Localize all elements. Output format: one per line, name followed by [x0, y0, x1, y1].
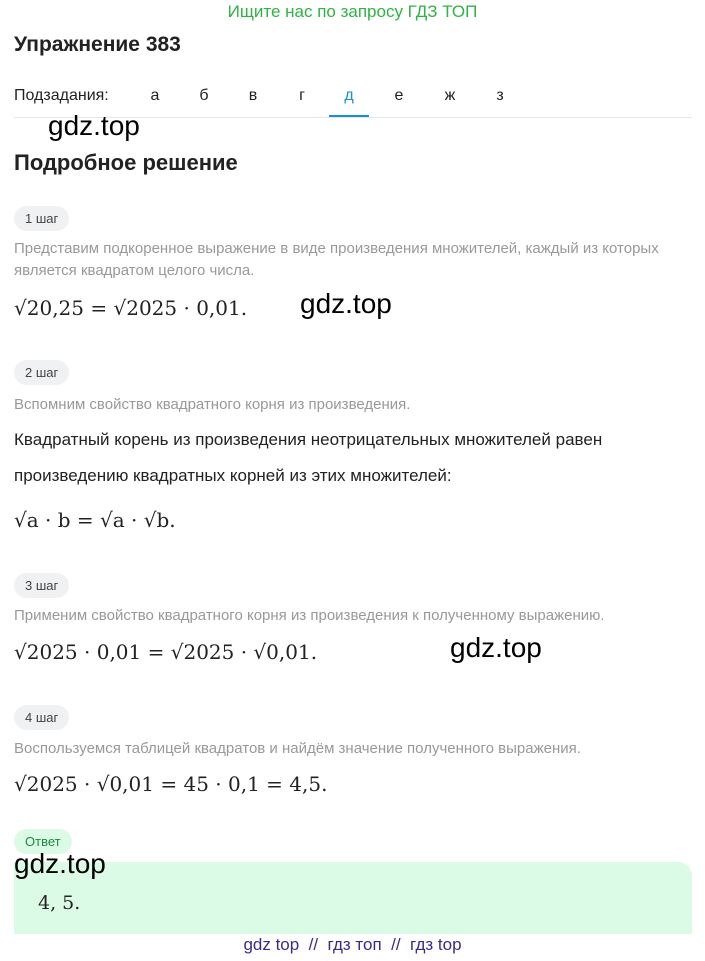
step-bold-text: Квадратный корень из произведения неотрицательных множителей равен произведению квадратных корней из этих множителей:	[14, 430, 603, 485]
step-text: Вспомним свойство квадратного корня из произведения.	[14, 396, 411, 413]
answer-value: 4, 5.	[38, 892, 81, 914]
step-formula: √2025 · √0,01 = 45 · 0,1 = 4,5.	[14, 772, 328, 796]
step-formula: √20,25 = √2025 · 0,01.	[14, 296, 248, 320]
tab-a[interactable]: а	[150, 87, 160, 104]
watermark: gdz.top	[48, 110, 140, 141]
watermark: gdz.top	[14, 848, 106, 879]
step-formula: √2025 · 0,01 = √2025 · √0,01.	[14, 640, 318, 664]
step-badge: 2 шаг	[14, 360, 69, 385]
subtasks-label: Подзадания:	[14, 87, 109, 104]
watermark: gdz.top	[300, 288, 392, 319]
step-badge: 3 шаг	[14, 573, 69, 598]
step-formula: √a · b = √a · √b.	[14, 508, 176, 532]
answer-badge: Ответ	[14, 829, 72, 854]
watermark: gdz.top	[450, 632, 542, 663]
step-badge: 4 шаг	[14, 705, 69, 730]
step-text: Применим свойство квадратного корня из произведения к полученному выражению.	[14, 607, 605, 624]
step-text: Представим подкоренное выражение в виде произведения множителей, каждый из которых является квадратом целого числа.	[14, 240, 659, 279]
tab-b[interactable]: б	[199, 87, 209, 104]
step-text: Воспользуемся таблицей квадратов и найдём значение полученного выражения.	[14, 740, 581, 757]
tab-zh[interactable]: ж	[444, 87, 456, 104]
tab-g[interactable]: г	[299, 87, 305, 104]
page-title: Упражнение 383	[14, 33, 181, 56]
footer-links: gdz top // гдз топ // гдз top	[243, 935, 462, 954]
promo-banner: Ищите нас по запросу ГДЗ ТОП	[227, 2, 478, 21]
tab-d[interactable]: д	[329, 87, 369, 117]
tab-e[interactable]: е	[394, 87, 404, 104]
tab-v[interactable]: в	[248, 87, 258, 104]
tab-z[interactable]: з	[496, 87, 504, 104]
step-badge: 1 шаг	[14, 206, 69, 231]
section-title: Подробное решение	[14, 150, 238, 175]
answer-box	[14, 862, 692, 934]
